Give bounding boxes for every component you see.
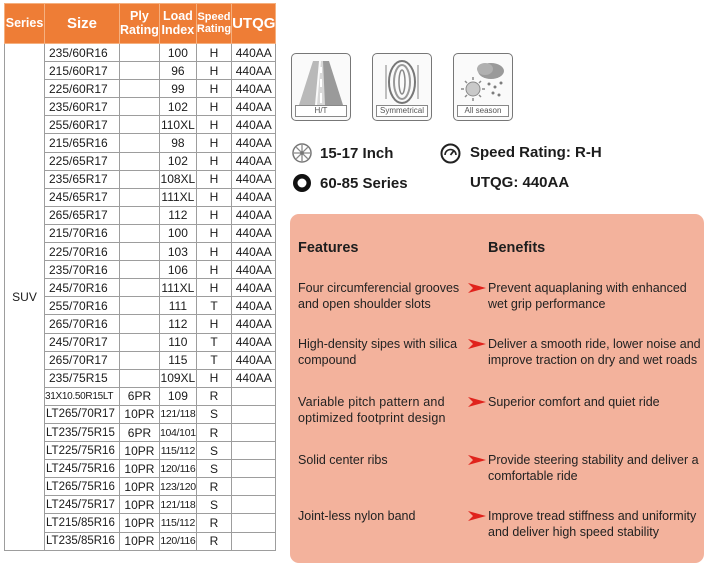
speed-cell: R	[196, 423, 231, 441]
size-cell: 235/65R17	[45, 170, 120, 188]
table-row	[5, 224, 276, 242]
ply-cell: 6PR	[120, 387, 160, 405]
ply-cell: 6PR	[120, 423, 160, 441]
table-row	[5, 351, 276, 369]
load-index-cell: 103	[159, 243, 196, 261]
load-index-cell: 106	[159, 261, 196, 279]
load-index-cell: 111XL	[159, 188, 196, 206]
speed-cell: H	[196, 206, 231, 224]
speed-cell: H	[196, 279, 231, 297]
load-index-cell: 96	[159, 62, 196, 80]
arrow-icon	[468, 338, 486, 350]
table-row	[5, 297, 276, 315]
speed-cell: H	[196, 80, 231, 98]
speed-cell: T	[196, 351, 231, 369]
size-cell: 255/60R17	[45, 116, 120, 134]
load-index-cell: 104/101	[159, 423, 196, 441]
table-row	[5, 116, 276, 134]
ply-cell	[120, 279, 160, 297]
ply-cell	[120, 206, 160, 224]
table-row	[5, 206, 276, 224]
load-index-cell: 115/112	[159, 514, 196, 532]
size-cell: 235/60R17	[45, 98, 120, 116]
speed-cell: H	[196, 116, 231, 134]
size-cell: 225/65R17	[45, 152, 120, 170]
speed-cell: H	[196, 44, 231, 62]
speed-cell: H	[196, 152, 231, 170]
size-cell: 235/75R15	[45, 369, 120, 387]
speed-cell: H	[196, 369, 231, 387]
header-size: Size	[45, 4, 120, 44]
table-row	[5, 514, 276, 532]
speed-cell: H	[196, 62, 231, 80]
feature-text: Four circumferencial grooves and open shoulder slots	[298, 281, 460, 311]
table-row	[5, 134, 276, 152]
ply-cell: 10PR	[120, 405, 160, 423]
speed-cell: S	[196, 460, 231, 478]
speed-cell: R	[196, 514, 231, 532]
symmetrical-caption: Symmetrical	[376, 105, 428, 117]
size-cell: LT245/75R16	[45, 460, 120, 478]
utqg-cell	[232, 478, 276, 496]
load-index-cell: 115	[159, 351, 196, 369]
load-index-cell: 111	[159, 297, 196, 315]
size-cell: LT265/70R17	[45, 405, 120, 423]
speedometer-icon	[440, 143, 461, 164]
ply-cell	[120, 98, 160, 116]
ply-cell: 10PR	[120, 460, 160, 478]
speed-cell: R	[196, 532, 231, 550]
utqg-cell: 440AA	[232, 62, 276, 80]
table-row	[5, 62, 276, 80]
size-cell: 255/70R16	[45, 297, 120, 315]
ply-cell: 10PR	[120, 496, 160, 514]
speed-cell: H	[196, 188, 231, 206]
load-index-cell: 100	[159, 44, 196, 62]
speed-cell: T	[196, 297, 231, 315]
speed-cell: H	[196, 170, 231, 188]
ply-cell: 10PR	[120, 532, 160, 550]
table-row	[5, 170, 276, 188]
ply-cell	[120, 134, 160, 152]
size-cell: 225/70R16	[45, 243, 120, 261]
speed-cell: H	[196, 134, 231, 152]
benefit-text: Superior comfort and quiet ride	[488, 395, 660, 409]
utqg-cell: 440AA	[232, 80, 276, 98]
utqg-cell: 440AA	[232, 116, 276, 134]
table-row	[5, 442, 276, 460]
series-cell: SUV	[5, 44, 45, 551]
size-cell: LT235/85R16	[45, 532, 120, 550]
table-row	[5, 460, 276, 478]
load-index-cell: 111XL	[159, 279, 196, 297]
header-ply-rating: Ply Rating	[120, 4, 160, 44]
utqg-cell: 440AA	[232, 206, 276, 224]
header-load-index: Load Index	[159, 4, 196, 44]
table-row	[5, 315, 276, 333]
size-cell: 31X10.50R15LT	[45, 387, 120, 405]
utqg-cell	[232, 405, 276, 423]
size-cell: LT235/75R15	[45, 423, 120, 441]
table-row	[5, 80, 276, 98]
load-index-cell: 110XL	[159, 116, 196, 134]
arrow-icon	[468, 396, 486, 408]
feature-text: Variable pitch pattern and optimized footprint design	[298, 395, 446, 425]
load-index-cell: 109XL	[159, 369, 196, 387]
speed-cell: R	[196, 387, 231, 405]
utqg-cell	[232, 423, 276, 441]
utqg-cell	[232, 496, 276, 514]
ply-cell	[120, 80, 160, 98]
speed-cell: T	[196, 333, 231, 351]
speed-cell: H	[196, 243, 231, 261]
size-cell: 265/65R17	[45, 206, 120, 224]
utqg-cell: 440AA	[232, 98, 276, 116]
all-season-caption: All season	[457, 105, 509, 117]
table-row	[5, 261, 276, 279]
size-cell: 245/65R17	[45, 188, 120, 206]
speed-rating-spec: Speed Rating: R-H	[470, 144, 602, 161]
size-cell: LT225/75R16	[45, 442, 120, 460]
load-index-cell: 121/118	[159, 405, 196, 423]
size-cell: 265/70R17	[45, 351, 120, 369]
size-cell: 225/60R17	[45, 80, 120, 98]
utqg-cell: 440AA	[232, 261, 276, 279]
header-utqg: UTQG	[232, 4, 276, 44]
utqg-cell	[232, 532, 276, 550]
utqg-spec: UTQG: 440AA	[470, 174, 570, 191]
symmetrical-tread-icon	[372, 53, 432, 121]
benefits-heading: Benefits	[488, 240, 546, 256]
tire-series-icon	[292, 173, 312, 193]
rim-icon	[292, 143, 312, 163]
table-row	[5, 98, 276, 116]
load-index-cell: 115/112	[159, 442, 196, 460]
tire-spec-table	[4, 3, 276, 551]
feature-text: Solid center ribs	[298, 453, 388, 467]
utqg-cell: 440AA	[232, 188, 276, 206]
benefit-text: Prevent aquaplaning with enhanced wet grip performance	[488, 281, 687, 311]
utqg-cell: 440AA	[232, 170, 276, 188]
benefit-text: Deliver a smooth ride, lower noise and improve traction on dry and wet roads	[488, 337, 701, 367]
utqg-cell: 440AA	[232, 134, 276, 152]
series-spec: 60-85 Series	[320, 175, 408, 192]
load-index-cell: 123/120	[159, 478, 196, 496]
load-index-cell: 120/116	[159, 460, 196, 478]
load-index-cell: 102	[159, 152, 196, 170]
utqg-cell: 440AA	[232, 333, 276, 351]
utqg-cell: 440AA	[232, 369, 276, 387]
feature-text: High-density sipes with silica compound	[298, 337, 458, 367]
table-row	[5, 423, 276, 441]
arrow-icon	[468, 510, 486, 522]
utqg-cell: 440AA	[232, 243, 276, 261]
highway-terrain-caption: H/T	[295, 105, 347, 117]
all-season-icon	[453, 53, 513, 121]
ply-cell: 10PR	[120, 478, 160, 496]
size-cell: 245/70R16	[45, 279, 120, 297]
ply-cell	[120, 315, 160, 333]
utqg-cell: 440AA	[232, 297, 276, 315]
benefit-text: Improve tread stiffness and uniformity and deliver high speed stability	[488, 509, 697, 539]
load-index-cell: 110	[159, 333, 196, 351]
speed-cell: S	[196, 442, 231, 460]
table-row	[5, 532, 276, 550]
speed-cell: H	[196, 98, 231, 116]
load-index-cell: 98	[159, 134, 196, 152]
ply-cell	[120, 170, 160, 188]
ply-cell: 10PR	[120, 514, 160, 532]
table-row	[5, 44, 276, 62]
benefit-text: Provide steering stability and deliver a comfortable ride	[488, 453, 699, 483]
ply-cell	[120, 224, 160, 242]
load-index-cell: 121/118	[159, 496, 196, 514]
header-speed-rating: Speed Rating	[196, 4, 231, 44]
highway-terrain-icon	[291, 53, 351, 121]
speed-cell: S	[196, 496, 231, 514]
rim-size-spec: 15-17 Inch	[320, 145, 394, 162]
load-index-cell: 112	[159, 315, 196, 333]
size-cell: 215/65R16	[45, 134, 120, 152]
ply-cell	[120, 297, 160, 315]
ply-cell	[120, 369, 160, 387]
load-index-cell: 120/116	[159, 532, 196, 550]
size-cell: 235/70R16	[45, 261, 120, 279]
utqg-cell	[232, 387, 276, 405]
features-heading: Features	[298, 240, 359, 256]
size-cell: LT245/75R17	[45, 496, 120, 514]
utqg-cell: 440AA	[232, 44, 276, 62]
size-cell: 265/70R16	[45, 315, 120, 333]
ply-cell	[120, 116, 160, 134]
load-index-cell: 100	[159, 224, 196, 242]
ply-cell: 10PR	[120, 442, 160, 460]
utqg-cell: 440AA	[232, 351, 276, 369]
utqg-cell: 440AA	[232, 224, 276, 242]
table-row	[5, 496, 276, 514]
arrow-icon	[468, 454, 486, 466]
utqg-cell	[232, 442, 276, 460]
table-row	[5, 152, 276, 170]
speed-cell: S	[196, 405, 231, 423]
utqg-cell: 440AA	[232, 152, 276, 170]
speed-cell: R	[196, 478, 231, 496]
table-row	[5, 405, 276, 423]
load-index-cell: 99	[159, 80, 196, 98]
ply-cell	[120, 333, 160, 351]
speed-cell: H	[196, 261, 231, 279]
utqg-cell: 440AA	[232, 279, 276, 297]
table-row	[5, 369, 276, 387]
size-cell: 215/60R17	[45, 62, 120, 80]
size-cell: 245/70R17	[45, 333, 120, 351]
ply-cell	[120, 261, 160, 279]
table-row	[5, 478, 276, 496]
table-header-row	[5, 4, 276, 44]
load-index-cell: 108XL	[159, 170, 196, 188]
table-row	[5, 243, 276, 261]
features-benefits-panel	[290, 214, 704, 563]
load-index-cell: 102	[159, 98, 196, 116]
table-row	[5, 387, 276, 405]
ply-cell	[120, 62, 160, 80]
ply-cell	[120, 44, 160, 62]
ply-cell	[120, 243, 160, 261]
feature-text: Joint-less nylon band	[298, 509, 416, 523]
size-cell: 235/60R16	[45, 44, 120, 62]
table-row	[5, 279, 276, 297]
ply-cell	[120, 152, 160, 170]
ply-cell	[120, 188, 160, 206]
ply-cell	[120, 351, 160, 369]
arrow-icon	[468, 282, 486, 294]
table-row	[5, 188, 276, 206]
utqg-cell	[232, 460, 276, 478]
utqg-cell: 440AA	[232, 315, 276, 333]
size-cell: LT215/85R16	[45, 514, 120, 532]
utqg-cell	[232, 514, 276, 532]
size-cell: 215/70R16	[45, 224, 120, 242]
speed-cell: H	[196, 224, 231, 242]
size-cell: LT265/75R16	[45, 478, 120, 496]
speed-cell: H	[196, 315, 231, 333]
header-series: Series	[5, 4, 45, 44]
load-index-cell: 109	[159, 387, 196, 405]
table-row	[5, 333, 276, 351]
load-index-cell: 112	[159, 206, 196, 224]
